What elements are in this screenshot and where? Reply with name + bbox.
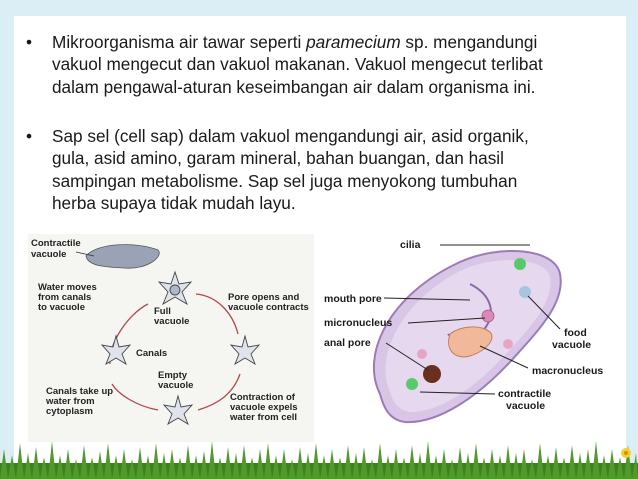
bullet-2-line-1: Sap sel (cell sap) dalam vakuol mengandungi air, asid organik,	[52, 126, 529, 146]
paramecium-anatomy-diagram	[320, 234, 620, 442]
food-vacuole-shape	[519, 286, 531, 298]
label-mouth-pore: mouth pore	[324, 293, 382, 305]
bullet-2-line-4: herba supaya tidak mudah layu.	[52, 192, 296, 213]
food-vacuole-shape	[503, 339, 513, 349]
bullet-1-line-2: vakuol mengecut dan vakuol makanan. Vakuol mengecut terlibat	[52, 54, 543, 75]
slide-frame-left	[0, 0, 14, 479]
bullet-dot: •	[26, 126, 33, 146]
bullet-1-line-1: Mikroorganisma air tawar seperti paramecium sp. mengandungi	[52, 32, 538, 52]
label-water-moves: Water moves from canals to vacuole	[38, 282, 97, 313]
contractile-vacuole-shape	[514, 258, 526, 270]
label-contractile-vacuole-right: contractile vacuole	[498, 388, 552, 412]
bullet-dot: •	[26, 32, 33, 52]
label-canals: Canals	[136, 348, 168, 359]
slide-frame-top	[0, 0, 638, 16]
slide-frame-right	[626, 0, 638, 479]
label-full-vacuole: Full vacuole	[154, 306, 190, 327]
label-contractile-vacuole: Contractile vacuole	[31, 238, 81, 260]
label-canals-take-up: Canals take up water from cytoplasm	[46, 386, 114, 417]
bullet-2-line-2: gula, asid amino, garam mineral, bahan buangan, dan hasil	[52, 148, 504, 169]
contractile-vacuole-cycle-diagram	[28, 234, 314, 442]
label-food-vacuole: food vacuole	[552, 327, 592, 351]
label-empty-vacuole: Empty vacuole	[158, 370, 194, 391]
bullet-1-line-3: dalam pengawal-aturan keseimbangan air dalam organisma ini.	[52, 76, 536, 97]
label-anal-pore: anal pore	[324, 337, 371, 349]
anal-pore-shape	[423, 365, 441, 383]
micronucleus-shape	[482, 310, 494, 322]
food-vacuole-shape	[417, 349, 427, 359]
label-contraction: Contraction of vacuole expels water from cell	[230, 392, 298, 423]
label-pore-opens: Pore opens and vacuole contracts	[228, 292, 309, 313]
bullet-1-text	[52, 31, 627, 98]
bullet-2-text	[52, 125, 627, 214]
label-cilia: cilia	[400, 239, 421, 251]
grass-footer-decoration	[0, 429, 638, 479]
label-macronucleus: macronucleus	[532, 365, 604, 377]
contractile-vacuole-shape	[406, 378, 418, 390]
label-micronucleus: micronucleus	[324, 317, 393, 329]
bullet-2-line-3: sampingan metabolisme. Sap sel juga menyokong tumbuhan	[52, 170, 518, 191]
